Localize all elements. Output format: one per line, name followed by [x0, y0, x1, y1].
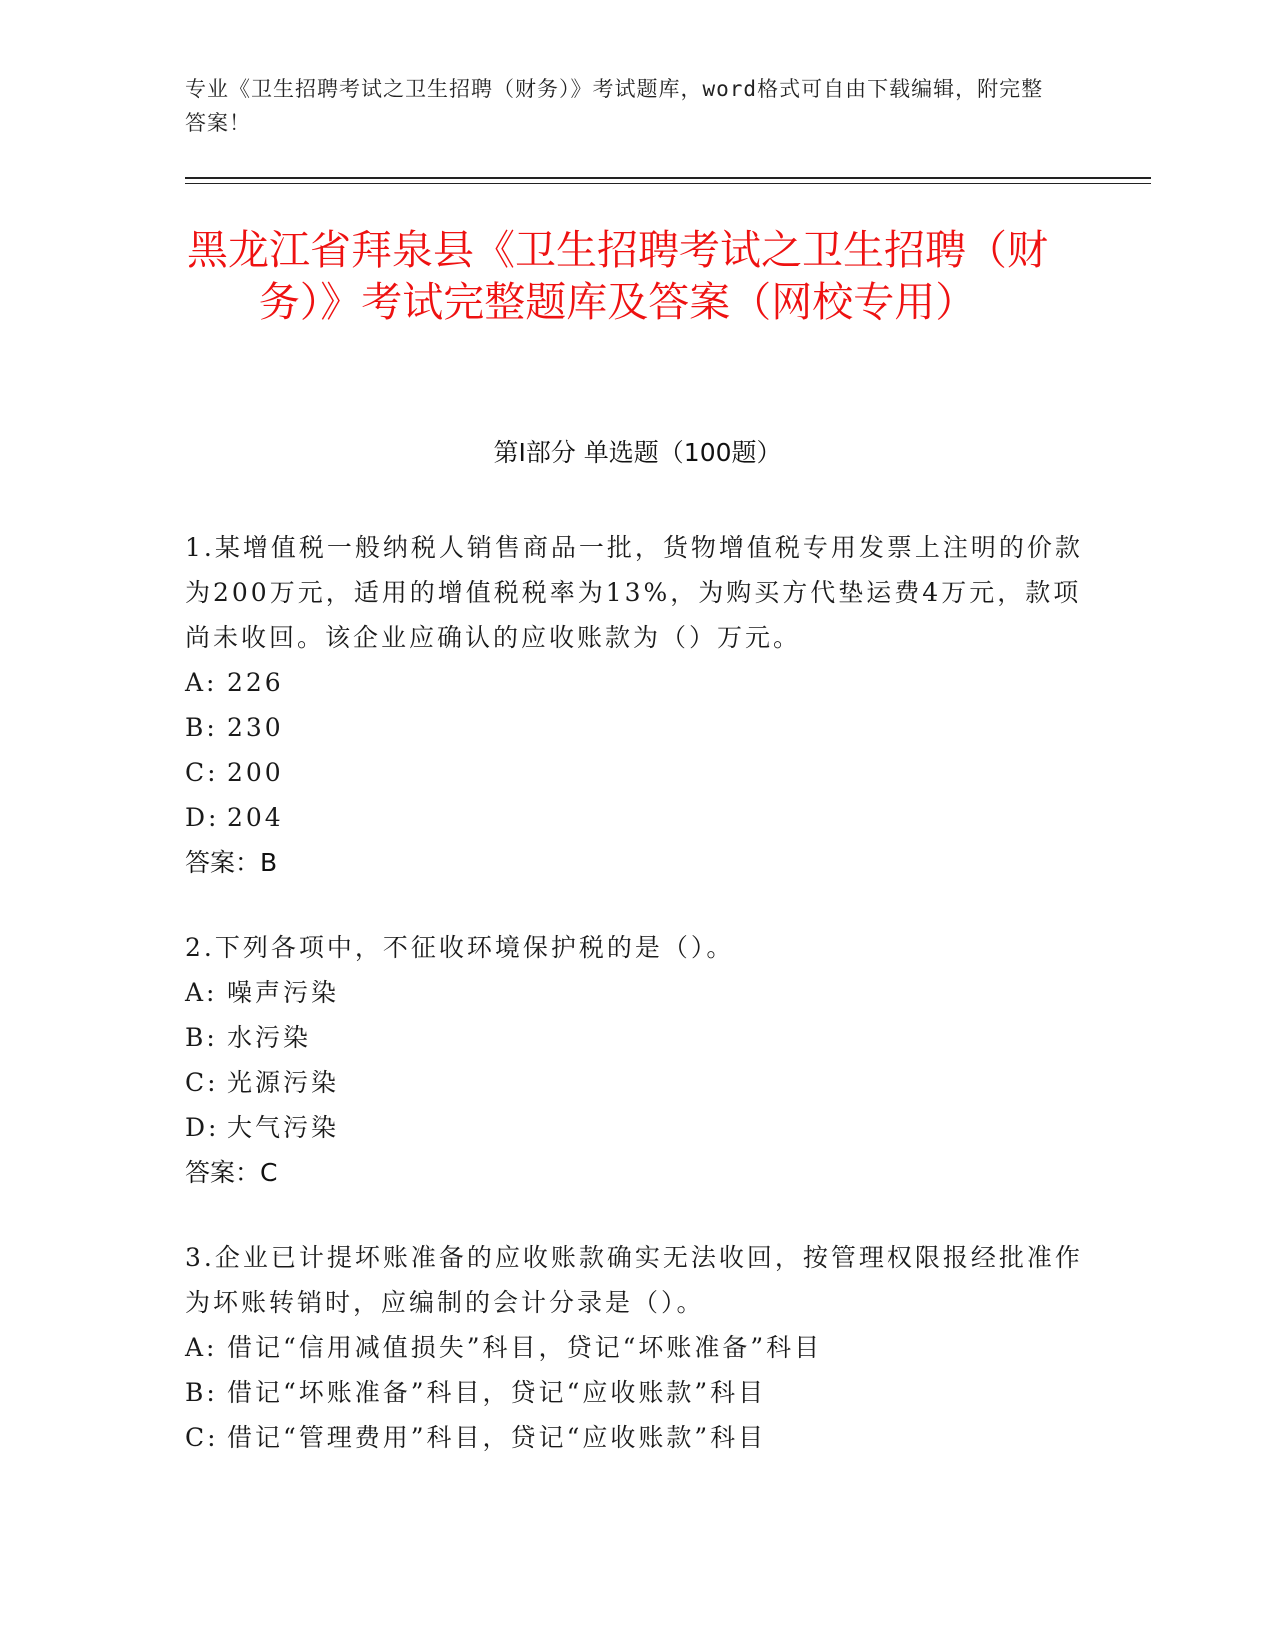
option-c	[185, 1060, 1085, 1105]
option-c	[185, 1415, 1085, 1460]
option-d	[185, 1105, 1085, 1150]
option-text: 借记“管理费用”科目，贷记“应收账款”科目	[227, 1423, 767, 1452]
question-text: 3.企业已计提坏账准备的应收账款确实无法收回，按管理权限报经批准作为坏账转销时，应编制的会计分录是（）。	[185, 1243, 1083, 1317]
header-note: 专业《卫生招聘考试之卫生招聘（财务）》考试题库，word格式可自由下载编辑，附完整答案！	[185, 77, 1044, 135]
header-divider-thin	[185, 183, 1151, 184]
option-text: 噪声污染	[227, 978, 340, 1007]
question-1	[185, 525, 1085, 885]
option-letter: B:	[185, 1023, 218, 1052]
option-letter: C:	[185, 758, 219, 787]
option-letter: A:	[185, 978, 218, 1007]
header-divider-thick	[185, 177, 1151, 179]
option-letter: A:	[185, 668, 218, 697]
option-letter: C:	[185, 1423, 219, 1452]
option-text: 水污染	[227, 1023, 312, 1052]
option-b	[185, 1370, 1085, 1415]
option-b	[185, 1015, 1085, 1060]
option-text: 大气污染	[227, 1113, 340, 1142]
option-a	[185, 970, 1085, 1015]
answer: 答案：C	[185, 1158, 278, 1187]
document-title: 黑龙江省拜泉县《卫生招聘考试之卫生招聘（财务）》考试完整题库及答案（网校专用）	[187, 226, 1048, 326]
section-heading: 第Ⅰ部分 单选题（100题）	[493, 438, 782, 467]
answer: 答案：B	[185, 848, 278, 877]
option-letter: D:	[185, 1113, 220, 1142]
option-text: 230	[227, 713, 284, 742]
option-letter: D:	[185, 803, 220, 832]
question-2	[185, 925, 1085, 1195]
option-text: 借记“信用减值损失”科目，贷记“坏账准备”科目	[227, 1333, 823, 1362]
option-b	[185, 705, 1085, 750]
option-text: 200	[227, 758, 284, 787]
option-a	[185, 660, 1085, 705]
option-letter: C:	[185, 1068, 219, 1097]
option-d	[185, 795, 1085, 840]
option-letter: A:	[185, 1333, 218, 1362]
option-letter: B:	[185, 713, 218, 742]
option-a	[185, 1325, 1085, 1370]
option-text: 光源污染	[227, 1068, 340, 1097]
option-text: 204	[227, 803, 284, 832]
question-text: 1.某增值税一般纳税人销售商品一批，货物增值税专用发票上注明的价款为200万元，适用的增值税税率为13%，为购买方代垫运费4万元，款项尚未收回。该企业应确认的应收账款为（）万元。	[185, 533, 1083, 652]
option-letter: B:	[185, 1378, 218, 1407]
question-3	[185, 1235, 1085, 1460]
option-c	[185, 750, 1085, 795]
option-text: 借记“坏账准备”科目，贷记“应收账款”科目	[227, 1378, 767, 1407]
question-text: 2.下列各项中，不征收环境保护税的是（）。	[185, 933, 735, 962]
question-list	[185, 525, 1085, 1500]
option-text: 226	[227, 668, 284, 697]
